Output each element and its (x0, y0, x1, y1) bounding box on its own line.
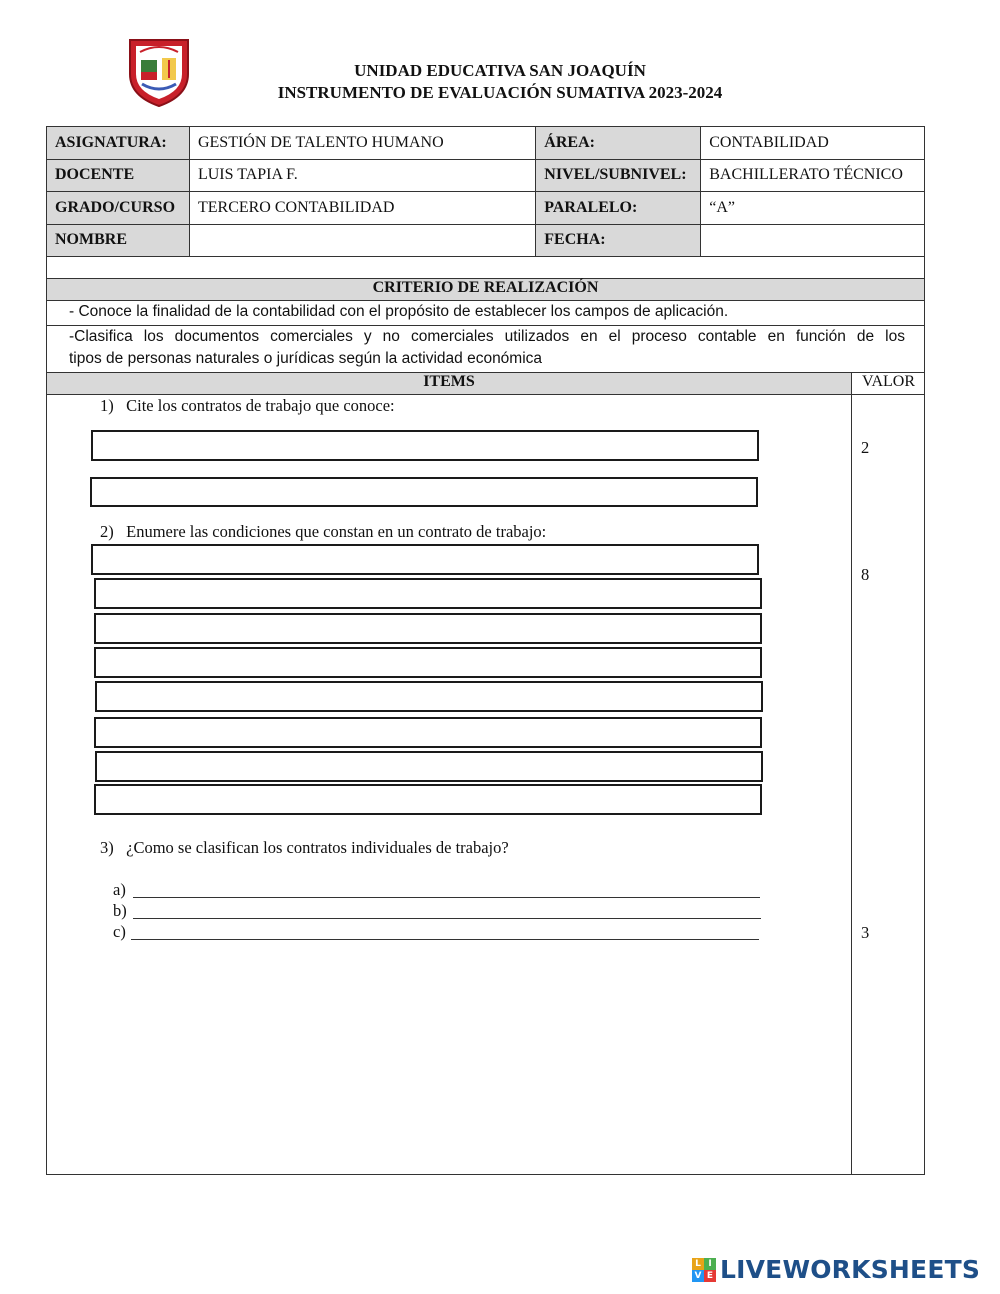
answer-box-q1-2[interactable] (90, 477, 758, 507)
grado-label: GRADO/CURSO (47, 192, 190, 225)
criterio-title: CRITERIO DE REALIZACIÓN (372, 279, 599, 296)
info-table (46, 126, 925, 257)
items-title: ITEMS (423, 373, 475, 390)
docente-value: LUIS TAPIA F. (189, 159, 535, 192)
criterio-line-1: - Conoce la finalidad de la contabilidad con el propósito de establecer los campos de aplicación. (69, 303, 729, 320)
paralelo-value: “A” (701, 192, 925, 225)
option-a-label: a) (113, 880, 126, 899)
question-3-number: 3) (100, 838, 114, 857)
answer-box-q2-1[interactable] (91, 544, 759, 575)
answer-box-q2-7[interactable] (95, 751, 763, 782)
valor-title: VALOR (861, 373, 916, 390)
area-value: CONTABILIDAD (701, 127, 925, 160)
option-b-label: b) (113, 901, 127, 920)
answer-box-q2-5[interactable] (95, 681, 763, 712)
divider (46, 394, 925, 395)
question-1-text: Cite los contratos de trabajo que conoce: (126, 396, 395, 415)
question-2 (100, 522, 546, 542)
nombre-label: NOMBRE (47, 224, 190, 257)
question-1-valor: 2 (861, 438, 870, 457)
option-b-answer-line[interactable] (133, 918, 761, 919)
info-row-docente (47, 159, 925, 192)
criterio-line-2b: tipos de personas naturales o jurídicas según la actividad económica (69, 350, 543, 367)
fecha-label: FECHA: (536, 224, 701, 257)
lw-icon-tile: E (704, 1270, 716, 1282)
question-2-number: 2) (100, 522, 114, 541)
info-row-nombre (47, 224, 925, 257)
asignatura-value: GESTIÓN DE TALENTO HUMANO (189, 127, 535, 160)
option-c-label: c) (113, 922, 126, 941)
asignatura-label: ASIGNATURA: (47, 127, 190, 160)
school-name: UNIDAD EDUCATIVA SAN JOAQUÍN (354, 61, 646, 80)
info-row-asignatura (47, 127, 925, 160)
area-label: ÁREA: (536, 127, 701, 160)
paralelo-label: PARALELO: (536, 192, 701, 225)
nombre-field[interactable] (189, 224, 535, 257)
question-2-valor: 8 (861, 565, 870, 584)
option-c-answer-line[interactable] (131, 939, 759, 940)
liveworksheets-brand: LIVEWORKSHEETS (720, 1255, 981, 1284)
answer-box-q2-4[interactable] (94, 647, 762, 678)
question-3-valor: 3 (861, 923, 870, 942)
criterio-line-2a: -Clasifica los documentos comerciales y no comerciales utilizados en el proceso contable en función de los (69, 328, 905, 345)
lw-icon-tile: V (692, 1270, 704, 1282)
answer-box-q2-3[interactable] (94, 613, 762, 644)
question-3 (100, 838, 509, 858)
nivel-value: BACHILLERATO TÉCNICO (701, 159, 925, 192)
question-1-number: 1) (100, 396, 114, 415)
answer-box-q2-8[interactable] (94, 784, 762, 815)
option-a-answer-line[interactable] (133, 897, 760, 898)
question-2-text: Enumere las condiciones que constan en un contrato de trabajo: (126, 522, 547, 541)
valor-column-divider (851, 372, 852, 1175)
question-1 (100, 396, 395, 416)
question-3-text: ¿Como se clasifican los contratos individuales de trabajo? (126, 838, 509, 857)
answer-box-q1-1[interactable] (91, 430, 759, 461)
lw-icon-tile: I (704, 1258, 716, 1270)
docente-label: DOCENTE (47, 159, 190, 192)
fecha-field[interactable] (701, 224, 925, 257)
liveworksheets-icon (692, 1258, 716, 1282)
answer-box-q2-6[interactable] (94, 717, 762, 748)
answer-box-q2-2[interactable] (94, 578, 762, 609)
info-row-grado (47, 192, 925, 225)
divider (46, 300, 925, 301)
liveworksheets-logo (692, 1255, 980, 1284)
nivel-label: NIVEL/SUBNIVEL: (536, 159, 701, 192)
divider (46, 325, 925, 326)
lw-icon-tile: L (692, 1258, 704, 1270)
instrument-title: INSTRUMENTO DE EVALUACIÓN SUMATIVA 2023-2024 (277, 83, 723, 102)
grado-value: TERCERO CONTABILIDAD (189, 192, 535, 225)
